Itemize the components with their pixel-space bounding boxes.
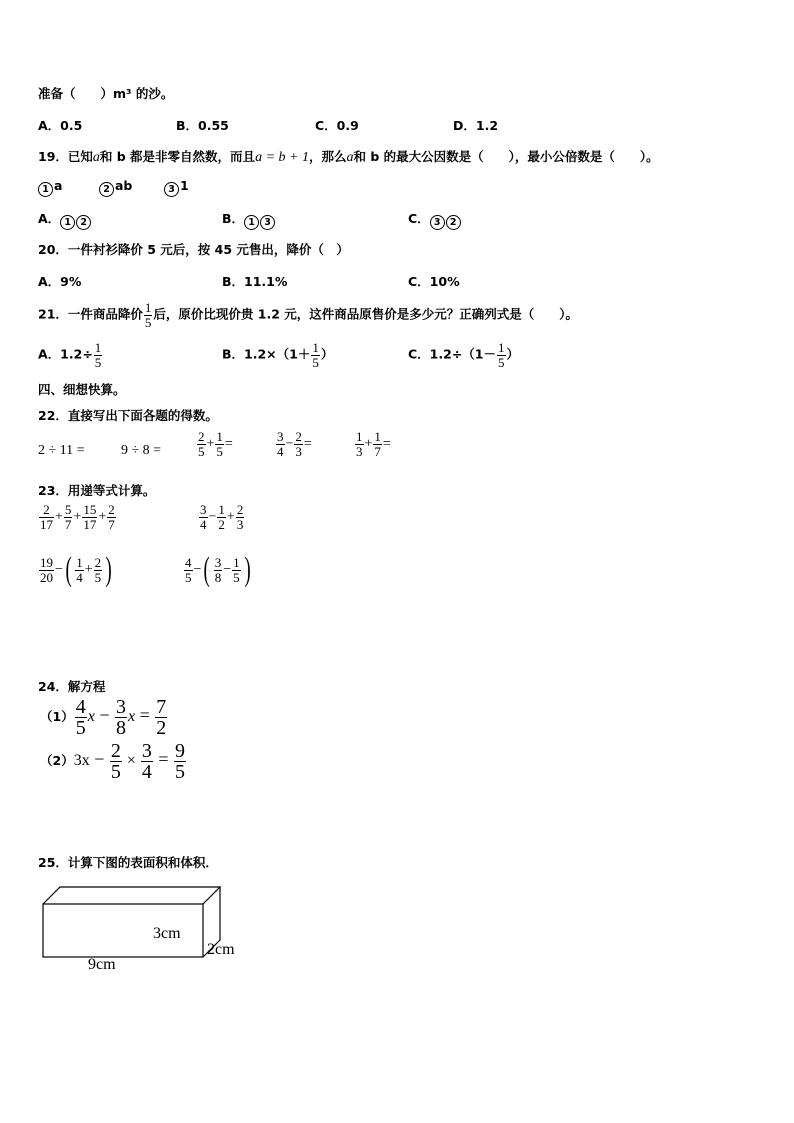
width-label: 2cm: [207, 941, 235, 958]
q20-question: 20．一件衬衫降价 5 元后，按 45 元售出，降价（ ）: [38, 242, 349, 257]
q20-option-a: A．9%: [38, 274, 82, 289]
q19-option-b: B． 1 3: [222, 209, 276, 230]
q22-expr-1: 2 ÷ 11 =: [38, 443, 85, 458]
fraction: $\frac{1}{5}$: [498, 340, 505, 370]
fraction: $\frac{1}{5}$: [144, 300, 152, 330]
q18-option-d: D．1.2: [453, 118, 499, 133]
circled-number-icon: 3: [260, 215, 275, 230]
q18-option-b: B．0.55: [176, 118, 229, 133]
q25-title: 25．计算下图的表面积和体积．: [38, 855, 218, 870]
q20-option-b: B．11.1%: [222, 274, 288, 289]
q18-tail: 准备（ ）m³ 的沙。: [38, 86, 174, 101]
q22-expr-2: 9 ÷ 8 =: [121, 443, 162, 458]
cuboid-top-face: [43, 887, 220, 904]
q22-expr-3: $\frac{2}{5}$ + $\frac{1}{5}$ =: [198, 429, 233, 459]
circled-number-icon: 2: [446, 215, 461, 230]
q24-equation-2: （2）3x − $\frac{2}{5}$ × $\frac{3}{4}$ = $\frac{9}{5}$: [40, 740, 186, 783]
q23-expr-4: $\frac{4}{5}$ −( $\frac{3}{8}$ − $\frac{1}{5}$ ): [185, 551, 251, 588]
q20-option-c: C．10%: [408, 274, 460, 289]
q24-title: 24．解方程: [38, 679, 106, 694]
q22-expr-5: $\frac{1}{3}$ + $\frac{1}{7}$ =: [356, 429, 391, 459]
q22-expr-4: $\frac{3}{4}$ − $\frac{2}{3}$ =: [277, 429, 312, 459]
q23-expr-3: $\frac{19}{20}$ −( $\frac{1}{4}$ + $\frac{2}{5}$ ): [40, 551, 112, 588]
circled-number-icon: 2: [76, 215, 91, 230]
circled-number-icon: 3: [164, 182, 179, 197]
circled-number-icon: 1: [60, 215, 75, 230]
q21-option-a: A．1.2÷ $\frac{1}{5}$: [38, 340, 102, 370]
q19-choice-3: 3 1: [164, 178, 189, 197]
q21-option-c: C．1.2÷（1－ $\frac{1}{5}$ ）: [408, 340, 520, 370]
q19-option-a: A． 1 2: [38, 209, 92, 230]
q23-title: 23．用递等式计算。: [38, 483, 156, 498]
section-heading: 四、细想快算。: [38, 382, 126, 397]
q18-option-a: A．0.5: [38, 118, 83, 133]
fraction: $\frac{1}{5}$: [312, 340, 319, 370]
circled-number-icon: 1: [244, 215, 259, 230]
circled-number-icon: 3: [430, 215, 445, 230]
q18-option-c: C．0.9: [315, 118, 359, 133]
q19-question: 19．已知a和 b 都是非零自然数，而且a = b + 1，那么a和 b 的最大公因数是（ ），最小公倍数是（ ）。: [38, 149, 659, 165]
circled-number-icon: 2: [99, 182, 114, 197]
q19-choice-1: 1 a: [38, 178, 62, 197]
q19-option-c: C． 3 2: [408, 209, 462, 230]
q21-question: 21．一件商品降价 $\frac{1}{5}$ 后，原价比现价贵 1.2 元，这件商品原售价是多少元？正确列式是（ ）。: [38, 300, 579, 330]
q23-expr-2: $\frac{3}{4}$ − $\frac{1}{2}$ + $\frac{2}{3}$: [200, 502, 244, 532]
fraction: $\frac{1}{5}$: [94, 340, 102, 370]
q24-equation-1: （1） $\frac{4}{5}$ x − $\frac{3}{8}$ x = $\frac{7}{2}$: [40, 696, 167, 739]
height-label: 3cm: [153, 925, 181, 942]
q22-title: 22．直接写出下面各题的得数。: [38, 408, 218, 423]
q19-choice-2: 2 ab: [99, 178, 132, 197]
circled-number-icon: 1: [38, 182, 53, 197]
length-label: 9cm: [88, 956, 116, 973]
q21-option-b: B．1.2×（1＋ $\frac{1}{5}$ ）: [222, 340, 334, 370]
q23-expr-1: $\frac{2}{17}$ + $\frac{5}{7}$ + $\frac{15}{17}$ + $\frac{2}{7}$: [40, 502, 115, 532]
